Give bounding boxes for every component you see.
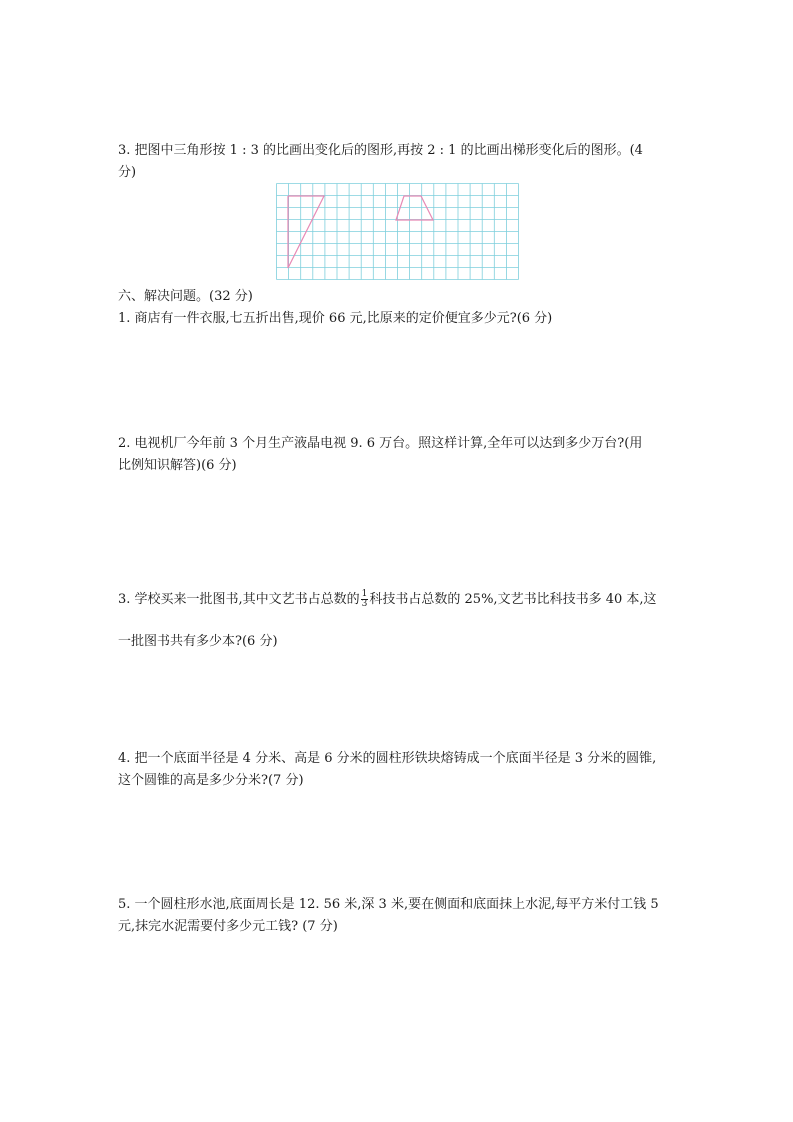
section-6-heading: 六、解决问题。(32 分) xyxy=(118,289,253,304)
problem-3-text-post: 科技书占总数的 25%,文艺书比科技书多 40 本,这 xyxy=(369,592,657,607)
problem-4-line2: 这个圆锥的高是多少分米?(7 分) xyxy=(118,773,304,788)
problem-5-line1: 5. 一个圆柱形水池,底面周长是 12. 56 米,深 3 米,要在侧面和底面抹上水泥,每平方米付工钱 5 xyxy=(118,897,659,912)
triangle-shape xyxy=(288,196,324,268)
problem-2-line1: 2. 电视机厂今年前 3 个月生产液晶电视 9. 6 万台。照这样计算,全年可以达到多少万台?(用 xyxy=(118,436,643,451)
trapezoid-shape xyxy=(396,196,433,220)
drawing-grid xyxy=(276,183,519,280)
problem-1-line1: 1. 商店有一件衣服,七五折出售,现价 66 元,比原来的定价便宜多少元?(6 分) xyxy=(118,311,553,326)
problem-3-line2: 一批图书共有多少本?(6 分) xyxy=(118,634,278,649)
problem-5-line2: 元,抹完水泥需要付多少元工钱? (7 分) xyxy=(118,919,338,934)
fraction-numerator: 1 xyxy=(361,589,368,599)
problem-4-line1: 4. 把一个底面半径是 4 分米、高是 6 分米的圆柱形铁块熔铸成一个底面半径是 3 分米的圆锥, xyxy=(118,751,657,766)
question-3-drawing-line1: 3. 把图中三角形按 1 : 3 的比画出变化后的图形,再按 2 : 1 的比画出梯形变化后的图形。(4 xyxy=(118,143,643,158)
problem-3-text-pre: 3. 学校买来一批图书,其中文艺书占总数的 xyxy=(118,592,360,607)
problem-3-line1 xyxy=(118,590,657,609)
question-3-drawing-line2: 分) xyxy=(118,165,137,180)
grid-lines xyxy=(277,184,519,280)
problem-2-line2: 比例知识解答)(6 分) xyxy=(118,458,237,473)
fraction-one-third xyxy=(361,590,369,609)
fraction-denominator: 3 xyxy=(361,599,368,609)
